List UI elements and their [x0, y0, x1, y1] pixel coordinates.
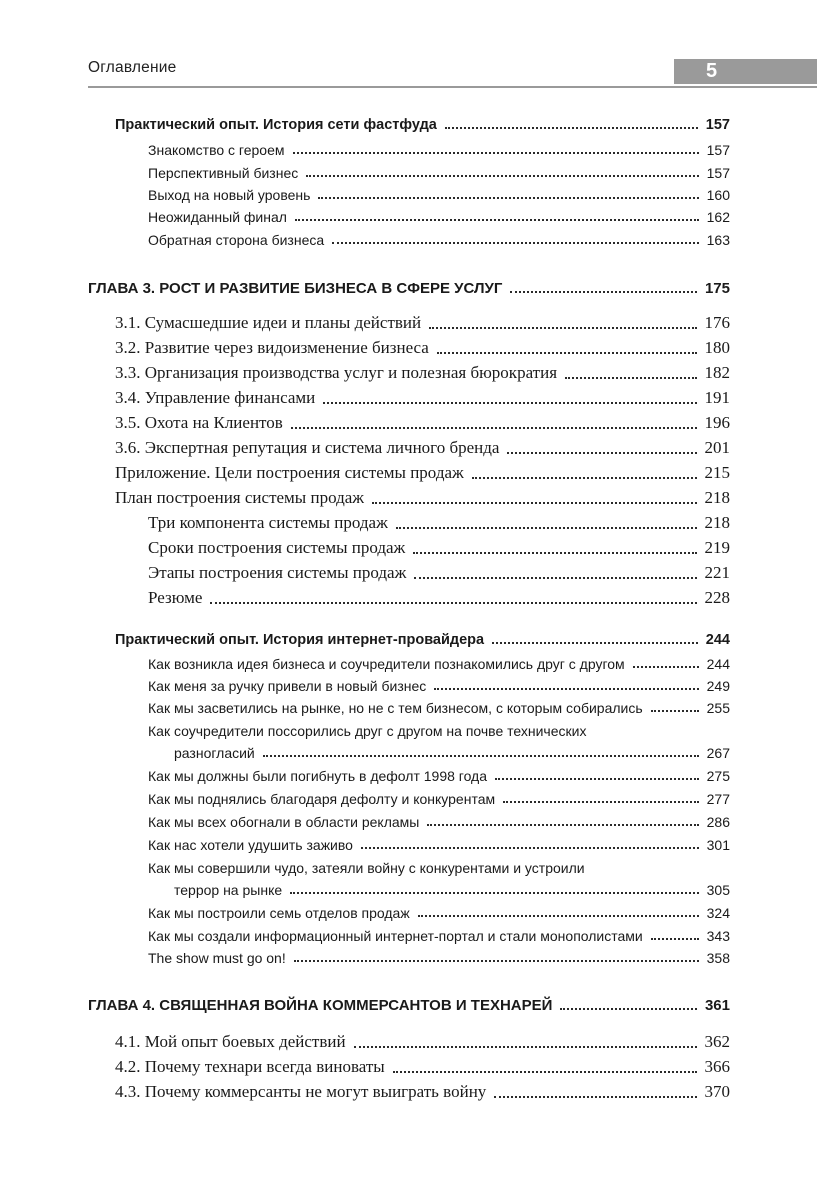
toc-subsection[interactable]	[148, 563, 730, 583]
toc-entry-title: Как мы засветились на рынке, но не с тем бизнесом, с которым собирались	[148, 700, 643, 716]
dot-leader	[282, 882, 707, 898]
toc-chapter-3[interactable]	[88, 280, 730, 297]
toc-subsection[interactable]	[148, 538, 730, 558]
dot-leader	[625, 656, 707, 672]
toc-section[interactable]	[115, 1082, 730, 1102]
toc-entry[interactable]	[148, 814, 730, 830]
toc-entry-title: Этапы построения системы продаж	[148, 563, 407, 582]
toc-entry-page: 215	[704, 463, 730, 482]
toc-practical-isp[interactable]	[115, 632, 730, 648]
dot-leader	[283, 413, 705, 433]
toc-entry-title: 4.3. Почему коммерсанты не могут выиграть войну	[115, 1082, 487, 1101]
dot-leader	[202, 588, 704, 608]
dot-leader	[298, 165, 706, 181]
toc-entry-page: 244	[706, 656, 730, 672]
toc-chapter-title: ГЛАВА 4. СВЯЩЕННАЯ ВОЙНА КОММЕРСАНТОВ И ТЕХНАРЕЙ	[88, 997, 553, 1014]
toc-entry-title: The show must go on!	[148, 950, 286, 966]
dot-leader	[502, 280, 705, 297]
toc-entry-title: Выход на новый уровень	[148, 187, 311, 203]
toc-chapter-title: ГЛАВА 3. РОСТ И РАЗВИТИЕ БИЗНЕСА В СФЕРЕ УСЛУГ	[88, 280, 503, 297]
toc-section[interactable]	[115, 488, 730, 508]
toc-entry-title: 3.2. Развитие через видоизменение бизнеса	[115, 338, 429, 357]
dot-leader	[429, 338, 705, 358]
dot-leader	[385, 1057, 705, 1077]
toc-section[interactable]	[115, 1032, 730, 1052]
toc-section[interactable]	[115, 413, 730, 433]
toc-entry-title: Как меня за ручку привели в новый бизнес	[148, 678, 427, 694]
toc-entry-page: 219	[704, 538, 730, 557]
toc-entry-page: 175	[704, 280, 730, 297]
toc-entry-title: 4.2. Почему технари всегда виноваты	[115, 1057, 385, 1076]
toc-entry-title: Приложение. Цели построения системы продаж	[115, 463, 464, 482]
toc-entry-page: 249	[706, 678, 730, 694]
toc-entry[interactable]	[148, 882, 730, 898]
dot-leader	[643, 700, 707, 716]
toc-entry-title: Как мы создали информационный интернет-портал и стали монополистами	[148, 928, 643, 944]
toc-entry-title: Практический опыт. История интернет-провайдера	[115, 632, 485, 648]
toc-entry-title: Практический опыт. История сети фастфуда	[115, 117, 437, 133]
toc-entry-title: 3.4. Управление финансами	[115, 388, 316, 407]
toc-entry-title-continued: разногласий	[174, 745, 255, 761]
toc-entry-title: 3.6. Экспертная репутация и система личного бренда	[115, 438, 500, 457]
toc-entry-page: 182	[704, 363, 730, 382]
toc-entry-page: 277	[706, 791, 730, 807]
toc-section[interactable]	[115, 388, 730, 408]
dot-leader	[287, 209, 707, 225]
toc-entry-page: 324	[706, 905, 730, 921]
toc-entry-page: 275	[706, 768, 730, 784]
toc-entry-page: 361	[704, 997, 730, 1014]
toc-entry-title: Резюме	[148, 588, 203, 607]
toc-entry[interactable]	[148, 209, 730, 225]
toc-entry-first-line[interactable]: Как мы совершили чудо, затеяли войну с конкурентами и устроили	[148, 860, 585, 876]
toc-entry-page: 160	[706, 187, 730, 203]
toc-entry-page: 191	[704, 388, 730, 407]
toc-entry-page: 305	[706, 882, 730, 898]
toc-entry-page: 366	[704, 1057, 730, 1076]
toc-entry-page: 157	[706, 165, 730, 181]
toc-entry[interactable]	[148, 928, 730, 944]
toc-entry[interactable]	[148, 905, 730, 921]
toc-entry-page: 343	[706, 928, 730, 944]
toc-entry[interactable]	[148, 791, 730, 807]
dot-leader	[388, 513, 705, 533]
header-title: Оглавление	[88, 59, 177, 76]
toc-entry-page: 201	[704, 438, 730, 457]
toc-entry-page: 267	[706, 745, 730, 761]
toc-entry[interactable]	[148, 165, 730, 181]
toc-entry-title: 3.1. Сумасшедшие идеи и планы действий	[115, 313, 422, 332]
dot-leader	[406, 563, 704, 583]
toc-entry-title: Знакомство с героем	[148, 142, 285, 158]
toc-entry-title: Сроки построения системы продаж	[148, 538, 406, 557]
toc-entry-title: Неожиданный финал	[148, 209, 287, 225]
dot-leader	[487, 768, 707, 784]
toc-entry-first-line[interactable]: Как соучредители поссорились друг с другом на почве технических	[148, 723, 587, 739]
dot-leader	[557, 363, 704, 383]
dot-leader	[421, 313, 704, 333]
toc-entry[interactable]	[148, 678, 730, 694]
dot-leader	[486, 1082, 704, 1102]
toc-entry-title: Три компонента системы продаж	[148, 513, 388, 532]
toc-entry[interactable]	[148, 837, 730, 853]
dot-leader	[552, 997, 705, 1014]
dot-leader	[499, 438, 704, 458]
dot-leader	[437, 117, 706, 133]
toc-entry-page: 176	[704, 313, 730, 332]
toc-subsection[interactable]	[148, 513, 730, 533]
toc-entry-title: План построения системы продаж	[115, 488, 365, 507]
toc-entry-page: 221	[704, 563, 730, 582]
toc-entry-page: 218	[704, 513, 730, 532]
toc-chapter-4[interactable]	[88, 997, 730, 1014]
toc-section[interactable]	[115, 463, 730, 483]
toc-entry-title-continued: террор на рынке	[174, 882, 283, 898]
dot-leader	[426, 678, 706, 694]
toc-entry-page: 163	[706, 232, 730, 248]
toc-entry[interactable]	[148, 142, 730, 158]
toc-entry-title: Как возникла идея бизнеса и соучредители познакомились друг с другом	[148, 656, 625, 672]
dot-leader	[495, 791, 707, 807]
toc-entry-page: 218	[704, 488, 730, 507]
toc-entry-title: 3.5. Охота на Клиентов	[115, 413, 283, 432]
toc-entry-page: 180	[704, 338, 730, 357]
dot-leader	[324, 232, 706, 248]
toc-entry-page: 358	[706, 950, 730, 966]
dot-leader	[364, 488, 704, 508]
dot-leader	[315, 388, 704, 408]
dot-leader	[310, 187, 706, 203]
toc-entry[interactable]	[148, 745, 730, 761]
toc-section[interactable]	[115, 338, 730, 358]
toc-subsection[interactable]	[148, 588, 730, 608]
toc-entry-title: Как нас хотели удушить заживо	[148, 837, 353, 853]
dot-leader	[643, 928, 707, 944]
toc-section[interactable]	[115, 363, 730, 383]
toc-entry[interactable]	[148, 768, 730, 784]
toc-entry[interactable]	[148, 232, 730, 248]
dot-leader	[410, 905, 707, 921]
toc-entry[interactable]	[148, 950, 730, 966]
toc-section[interactable]	[115, 313, 730, 333]
toc-entry-page: 157	[706, 142, 730, 158]
dot-leader	[255, 745, 707, 761]
toc-entry[interactable]	[148, 656, 730, 672]
toc-entry-title: Обратная сторона бизнеса	[148, 232, 325, 248]
dot-leader	[346, 1032, 705, 1052]
dot-leader	[405, 538, 704, 558]
dot-leader	[353, 837, 707, 853]
toc-entry-page: 228	[704, 588, 730, 607]
toc-entry-title: Перспективный бизнес	[148, 165, 299, 181]
toc-entry-page: 255	[706, 700, 730, 716]
toc-practical-fastfood[interactable]	[115, 117, 730, 133]
toc-entry-page: 157	[705, 117, 730, 133]
toc-entry-page: 370	[704, 1082, 730, 1101]
toc-entry-page: 286	[706, 814, 730, 830]
toc-entry-page: 162	[706, 209, 730, 225]
toc-entry-title: Как мы всех обогнали в области рекламы	[148, 814, 420, 830]
toc-entry-title: Как мы построили семь отделов продаж	[148, 905, 410, 921]
toc-entry-page: 196	[704, 413, 730, 432]
dot-leader	[286, 950, 707, 966]
toc-section[interactable]	[115, 438, 730, 458]
dot-leader	[285, 142, 707, 158]
toc-entry[interactable]	[148, 187, 730, 203]
toc-entry-page: 244	[705, 632, 730, 648]
dot-leader	[419, 814, 706, 830]
toc-entry-title: 4.1. Мой опыт боевых действий	[115, 1032, 346, 1051]
dot-leader	[484, 632, 706, 648]
toc-entry-title: 3.3. Организация производства услуг и полезная бюрократия	[115, 363, 558, 382]
toc-entry-page: 301	[706, 837, 730, 853]
page-number: 5	[706, 60, 718, 82]
toc-entry-page: 362	[704, 1032, 730, 1051]
toc-entry[interactable]	[148, 700, 730, 716]
toc-entry-title: Как мы поднялись благодаря дефолту и конкурентам	[148, 791, 496, 807]
toc-section[interactable]	[115, 1057, 730, 1077]
toc-entry-title: Как мы должны были погибнуть в дефолт 1998 года	[148, 768, 488, 784]
dot-leader	[464, 463, 705, 483]
